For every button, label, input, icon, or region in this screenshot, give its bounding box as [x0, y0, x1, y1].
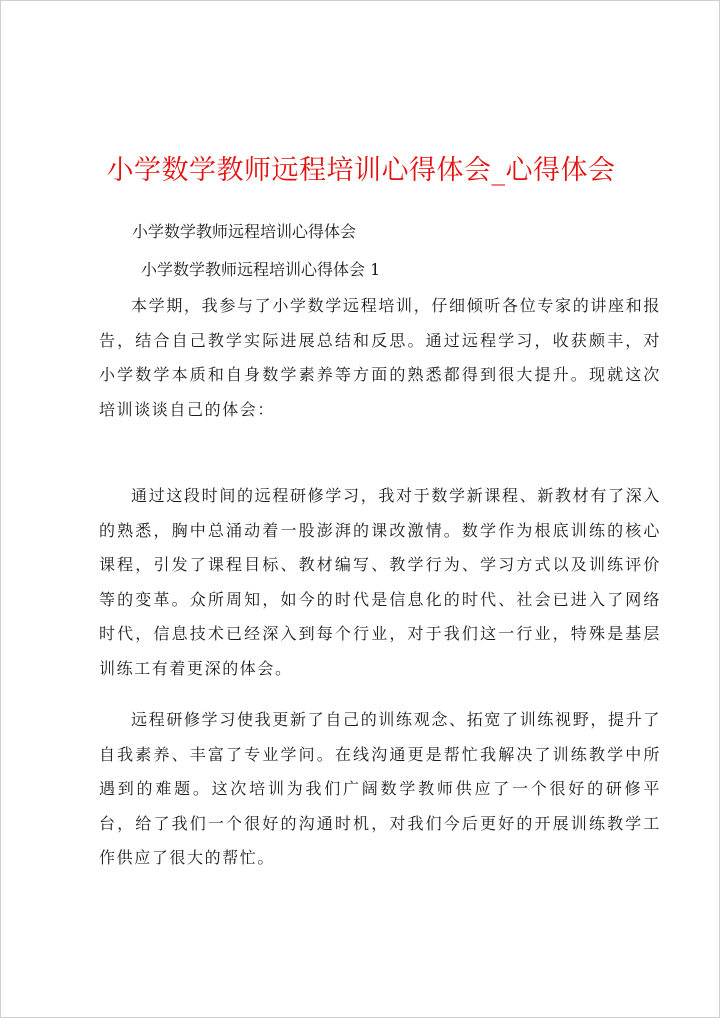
document-subtitle: 小学数学教师远程培训心得体会: [132, 222, 357, 241]
body-paragraph: 远程研修学习使我更新了自己的训练观念、拓宽了训练视野，提升了自我素养、丰富了专业学问。在线沟通更是帮忙我解决了训练教学中所遇到的难题。这次培训为我们广阔数学教师供应了一个很好的研修平台，给了我们一个很好的沟通时机，对我们今后更好的开展训练教学工作供应了很大的帮忙。: [99, 710, 661, 868]
section-heading: 小学数学教师远程培训心得体会 1: [141, 260, 381, 279]
body-paragraph: 本学期，我参与了小学数学远程培训，仔细倾听各位专家的讲座和报告，结合自己教学实际进展总结和反思。通过远程学习，收获颇丰，对小学数学本质和自身数学素养等方面的熟悉都得到很大提升。现就这次培训谈谈自己的体会：: [99, 296, 661, 419]
document-title: 小学数学教师远程培训心得体会_心得体会: [106, 155, 616, 186]
body-paragraph: 通过这段时间的远程研修学习，我对于数学新课程、新教材有了深入的熟悉，胸中总涌动着一股澎湃的课改激情。数学作为根底训练的核心课程，引发了课程目标、教材编写、教学行为、学习方式以及训练评价等的变革。众所周知，如今的时代是信息化的时代、社会已进入了网络时代，信息技术已经深入到每个行业，对于我们这一行业，特殊是基层训练工有着更深的体会。: [99, 486, 661, 678]
